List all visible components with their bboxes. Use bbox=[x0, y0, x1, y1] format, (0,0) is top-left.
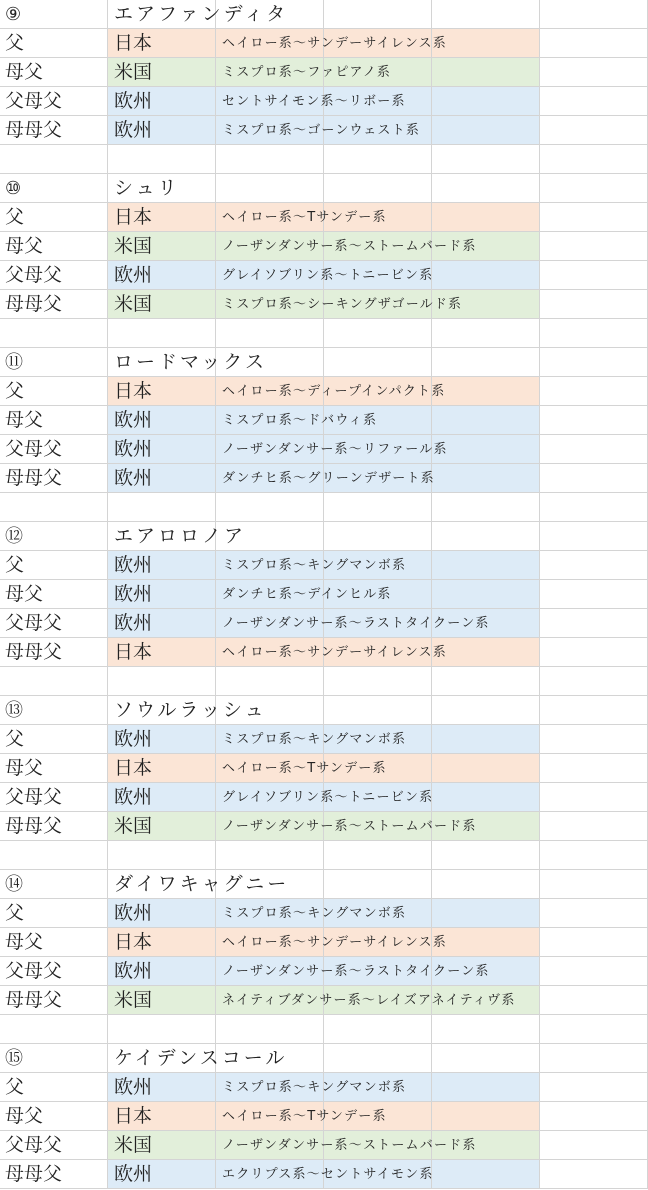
pedigree-row bbox=[0, 261, 648, 290]
sire-line-text: ヘイロー系〜サンデーサイレンス系 bbox=[222, 645, 447, 660]
sire-line-text: ノーザンダンサー系〜ストームバード系 bbox=[222, 239, 477, 254]
grid-cell[interactable] bbox=[324, 145, 432, 174]
grid-cell[interactable] bbox=[108, 667, 216, 696]
grid-cell[interactable] bbox=[540, 348, 648, 377]
region-cell[interactable]: 欧州 bbox=[108, 899, 216, 928]
pedigree-role-cell[interactable]: 父 bbox=[0, 377, 108, 406]
grid-cell[interactable] bbox=[432, 1102, 540, 1131]
grid-cell[interactable] bbox=[540, 319, 648, 348]
grid-cell[interactable] bbox=[108, 1015, 216, 1044]
grid-cell[interactable] bbox=[540, 232, 648, 261]
horse-name: ソウルラッシュ bbox=[114, 699, 267, 721]
grid-cell[interactable] bbox=[216, 174, 324, 203]
horse-name: ダイワキャグニー bbox=[114, 873, 290, 895]
sire-line-text: ミスプロ系〜キングマンボ系 bbox=[222, 558, 407, 573]
pedigree-role-cell[interactable]: 父 bbox=[0, 725, 108, 754]
pedigree-role-cell[interactable]: 母母父 bbox=[0, 1160, 108, 1189]
grid-cell[interactable] bbox=[432, 348, 540, 377]
grid-cell[interactable] bbox=[540, 145, 648, 174]
sire-line-text: ノーザンダンサー系〜リファール系 bbox=[222, 442, 448, 457]
grid-cell[interactable] bbox=[540, 377, 648, 406]
sire-line-text: ミスプロ系〜シーキングザゴールド系 bbox=[222, 297, 463, 312]
grid-cell[interactable] bbox=[324, 870, 432, 899]
blank-row bbox=[0, 319, 648, 348]
region-cell[interactable]: 欧州 bbox=[108, 1073, 216, 1102]
pedigree-row bbox=[0, 638, 648, 667]
horse-number-cell[interactable] bbox=[0, 0, 108, 29]
grid-cell[interactable] bbox=[432, 464, 540, 493]
grid-cell[interactable] bbox=[432, 0, 540, 29]
grid-cell[interactable] bbox=[324, 1015, 432, 1044]
grid-cell[interactable] bbox=[0, 667, 108, 696]
grid-cell[interactable] bbox=[324, 1044, 432, 1073]
grid-cell[interactable] bbox=[540, 29, 648, 58]
grid-cell[interactable] bbox=[432, 899, 540, 928]
grid-cell[interactable] bbox=[432, 1073, 540, 1102]
pedigree-row bbox=[0, 725, 648, 754]
grid-cell[interactable] bbox=[540, 609, 648, 638]
region-cell[interactable]: 欧州 bbox=[108, 783, 216, 812]
horse-number-cell[interactable] bbox=[0, 174, 108, 203]
grid-cell[interactable] bbox=[540, 1102, 648, 1131]
pedigree-role-cell[interactable]: 母父 bbox=[0, 232, 108, 261]
grid-cell[interactable] bbox=[324, 667, 432, 696]
pedigree-row bbox=[0, 406, 648, 435]
grid-cell[interactable] bbox=[324, 0, 432, 29]
sire-line-text: セントサイモン系〜リボー系 bbox=[222, 94, 406, 109]
grid-cell[interactable] bbox=[432, 783, 540, 812]
region-cell[interactable]: 日本 bbox=[108, 638, 216, 667]
pedigree-role-cell[interactable]: 母父 bbox=[0, 928, 108, 957]
pedigree-role-cell[interactable]: 父母父 bbox=[0, 87, 108, 116]
pedigree-row bbox=[0, 812, 648, 841]
grid-cell[interactable] bbox=[540, 1160, 648, 1189]
sire-line-text: ヘイロー系〜サンデーサイレンス系 bbox=[222, 36, 447, 51]
horse-number: ⑪ bbox=[5, 352, 23, 373]
grid-cell[interactable] bbox=[324, 696, 432, 725]
grid-cell[interactable] bbox=[540, 841, 648, 870]
grid-cell[interactable] bbox=[432, 29, 540, 58]
region-cell[interactable]: 欧州 bbox=[108, 261, 216, 290]
grid-cell[interactable] bbox=[432, 87, 540, 116]
grid-cell[interactable] bbox=[216, 145, 324, 174]
sire-line-text: ミスプロ系〜キングマンボ系 bbox=[222, 1080, 407, 1095]
grid-cell[interactable] bbox=[540, 174, 648, 203]
horse-header-row bbox=[0, 0, 648, 29]
horse-header-row bbox=[0, 348, 648, 377]
sire-line-text: ヘイロー系〜Tサンデー系 bbox=[222, 210, 387, 225]
grid-cell[interactable] bbox=[108, 319, 216, 348]
horse-header-row bbox=[0, 870, 648, 899]
grid-cell[interactable] bbox=[108, 841, 216, 870]
grid-cell[interactable] bbox=[540, 87, 648, 116]
pedigree-row bbox=[0, 1102, 648, 1131]
grid-cell[interactable] bbox=[540, 638, 648, 667]
pedigree-row bbox=[0, 377, 648, 406]
horse-number: ⑩ bbox=[5, 178, 22, 199]
region-cell[interactable]: 欧州 bbox=[108, 725, 216, 754]
grid-cell[interactable] bbox=[324, 522, 432, 551]
pedigree-role-cell[interactable]: 母父 bbox=[0, 406, 108, 435]
region-cell[interactable]: 米国 bbox=[108, 58, 216, 87]
blank-row bbox=[0, 841, 648, 870]
sire-line-text: ミスプロ系〜キングマンボ系 bbox=[222, 906, 407, 921]
grid-cell[interactable] bbox=[540, 1131, 648, 1160]
horse-number-cell[interactable] bbox=[0, 348, 108, 377]
region-cell[interactable]: 日本 bbox=[108, 928, 216, 957]
pedigree-role-cell[interactable]: 母母父 bbox=[0, 464, 108, 493]
sire-line-text: ヘイロー系〜ディープインパクト系 bbox=[222, 384, 446, 399]
region-cell[interactable]: 日本 bbox=[108, 377, 216, 406]
horse-name: エアファンディタ bbox=[114, 3, 289, 25]
grid-cell[interactable] bbox=[540, 203, 648, 232]
grid-cell[interactable] bbox=[324, 174, 432, 203]
grid-cell[interactable] bbox=[432, 203, 540, 232]
grid-cell[interactable] bbox=[540, 580, 648, 609]
sire-line-text: ノーザンダンサー系〜ストームバード系 bbox=[222, 819, 477, 834]
pedigree-role-cell[interactable]: 母父 bbox=[0, 580, 108, 609]
grid-cell[interactable] bbox=[540, 696, 648, 725]
grid-cell[interactable] bbox=[432, 725, 540, 754]
pedigree-role-cell[interactable]: 父母父 bbox=[0, 957, 108, 986]
region-cell[interactable]: 欧州 bbox=[108, 609, 216, 638]
pedigree-role-cell[interactable]: 母母父 bbox=[0, 638, 108, 667]
pedigree-row bbox=[0, 1073, 648, 1102]
sire-line-text: グレイソブリン系〜トニービン系 bbox=[222, 790, 434, 805]
grid-cell[interactable] bbox=[432, 145, 540, 174]
sire-line-text: ノーザンダンサー系〜ラストタイクーン系 bbox=[222, 964, 490, 979]
region-cell[interactable]: 欧州 bbox=[108, 435, 216, 464]
pedigree-role-cell[interactable]: 父母父 bbox=[0, 609, 108, 638]
grid-cell[interactable] bbox=[108, 493, 216, 522]
grid-cell[interactable] bbox=[540, 754, 648, 783]
pedigree-row bbox=[0, 551, 648, 580]
region-cell[interactable]: 日本 bbox=[108, 203, 216, 232]
horse-header-row bbox=[0, 696, 648, 725]
region-cell[interactable]: 米国 bbox=[108, 232, 216, 261]
grid-cell[interactable] bbox=[0, 1015, 108, 1044]
grid-cell[interactable] bbox=[540, 870, 648, 899]
pedigree-row bbox=[0, 899, 648, 928]
grid-cell[interactable] bbox=[540, 986, 648, 1015]
grid-cell[interactable] bbox=[0, 493, 108, 522]
grid-cell[interactable] bbox=[432, 754, 540, 783]
grid-cell[interactable] bbox=[540, 725, 648, 754]
sire-line-text: エクリプス系〜セントサイモン系 bbox=[222, 1167, 434, 1182]
blank-row bbox=[0, 1015, 648, 1044]
pedigree-row bbox=[0, 58, 648, 87]
grid-cell[interactable] bbox=[540, 435, 648, 464]
sire-line-text: ミスプロ系〜キングマンボ系 bbox=[222, 732, 407, 747]
pedigree-role-cell[interactable]: 母母父 bbox=[0, 116, 108, 145]
sire-line-text: ダンチヒ系〜デインヒル系 bbox=[222, 587, 392, 602]
pedigree-role-cell[interactable]: 父 bbox=[0, 551, 108, 580]
region-cell[interactable]: 米国 bbox=[108, 290, 216, 319]
sire-line-text: ダンチヒ系〜グリーンデザート系 bbox=[222, 471, 435, 486]
pedigree-role-cell[interactable]: 父母父 bbox=[0, 1131, 108, 1160]
grid-cell[interactable] bbox=[540, 667, 648, 696]
grid-cell[interactable] bbox=[540, 522, 648, 551]
grid-cell[interactable] bbox=[216, 841, 324, 870]
horse-number-cell[interactable] bbox=[0, 870, 108, 899]
pedigree-row bbox=[0, 464, 648, 493]
region-cell[interactable]: 欧州 bbox=[108, 1160, 216, 1189]
grid-cell[interactable] bbox=[540, 406, 648, 435]
pedigree-row bbox=[0, 609, 648, 638]
region-cell[interactable]: 欧州 bbox=[108, 957, 216, 986]
region-cell[interactable]: 日本 bbox=[108, 754, 216, 783]
grid-cell[interactable] bbox=[540, 957, 648, 986]
grid-cell[interactable] bbox=[432, 319, 540, 348]
pedigree-role-cell[interactable]: 母母父 bbox=[0, 290, 108, 319]
region-cell[interactable]: 欧州 bbox=[108, 87, 216, 116]
grid-cell[interactable] bbox=[432, 638, 540, 667]
region-cell[interactable]: 日本 bbox=[108, 29, 216, 58]
grid-cell[interactable] bbox=[432, 261, 540, 290]
pedigree-role-cell[interactable]: 母母父 bbox=[0, 986, 108, 1015]
grid-cell[interactable] bbox=[432, 870, 540, 899]
region-cell[interactable]: 欧州 bbox=[108, 551, 216, 580]
grid-cell[interactable] bbox=[432, 667, 540, 696]
pedigree-row bbox=[0, 87, 648, 116]
region-cell[interactable]: 米国 bbox=[108, 986, 216, 1015]
region-cell[interactable]: 欧州 bbox=[108, 580, 216, 609]
pedigree-role-cell[interactable]: 父母父 bbox=[0, 783, 108, 812]
grid-cell[interactable] bbox=[324, 841, 432, 870]
horse-number: ⑬ bbox=[5, 700, 23, 721]
grid-cell[interactable] bbox=[540, 1073, 648, 1102]
horse-number-cell[interactable] bbox=[0, 1044, 108, 1073]
region-cell[interactable]: 欧州 bbox=[108, 116, 216, 145]
sire-line-text: ミスプロ系〜ドバウィ系 bbox=[222, 413, 378, 428]
grid-cell[interactable] bbox=[216, 493, 324, 522]
grid-cell[interactable] bbox=[540, 928, 648, 957]
pedigree-row bbox=[0, 754, 648, 783]
grid-cell[interactable] bbox=[540, 899, 648, 928]
pedigree-row bbox=[0, 203, 648, 232]
grid-cell[interactable] bbox=[432, 928, 540, 957]
horse-number: ⑮ bbox=[5, 1048, 23, 1069]
grid-cell[interactable] bbox=[540, 0, 648, 29]
grid-cell[interactable] bbox=[540, 290, 648, 319]
sire-line-text: ヘイロー系〜Tサンデー系 bbox=[222, 1109, 387, 1124]
sire-line-text: グレイソブリン系〜トニービン系 bbox=[222, 268, 434, 283]
pedigree-row bbox=[0, 957, 648, 986]
grid-cell[interactable] bbox=[540, 783, 648, 812]
grid-cell[interactable] bbox=[432, 696, 540, 725]
region-cell[interactable]: 米国 bbox=[108, 1131, 216, 1160]
pedigree-row bbox=[0, 986, 648, 1015]
pedigree-role-cell[interactable]: 母父 bbox=[0, 754, 108, 783]
blank-row bbox=[0, 493, 648, 522]
grid-cell[interactable] bbox=[324, 348, 432, 377]
pedigree-role-cell[interactable]: 父 bbox=[0, 29, 108, 58]
grid-cell[interactable] bbox=[108, 145, 216, 174]
horse-header-row bbox=[0, 174, 648, 203]
pedigree-row bbox=[0, 116, 648, 145]
sire-line-text: ネイティブダンサー系〜レイズアネイティヴ系 bbox=[222, 993, 516, 1008]
grid-cell[interactable] bbox=[216, 1015, 324, 1044]
grid-cell[interactable] bbox=[432, 522, 540, 551]
grid-cell[interactable] bbox=[432, 1044, 540, 1073]
pedigree-row bbox=[0, 290, 648, 319]
grid-cell[interactable] bbox=[432, 1160, 540, 1189]
sire-line-text: ヘイロー系〜サンデーサイレンス系 bbox=[222, 935, 447, 950]
pedigree-role-cell[interactable]: 父母父 bbox=[0, 435, 108, 464]
horse-number-cell[interactable] bbox=[0, 522, 108, 551]
horse-name: エアロロノア bbox=[114, 525, 247, 547]
pedigree-row bbox=[0, 435, 648, 464]
pedigree-role-cell[interactable]: 父 bbox=[0, 203, 108, 232]
grid-cell[interactable] bbox=[540, 1015, 648, 1044]
pedigree-role-cell[interactable]: 父 bbox=[0, 1073, 108, 1102]
horse-name: シュリ bbox=[114, 177, 180, 199]
grid-cell[interactable] bbox=[0, 841, 108, 870]
sire-line-text: ヘイロー系〜Tサンデー系 bbox=[222, 761, 387, 776]
grid-cell[interactable] bbox=[432, 116, 540, 145]
blank-row bbox=[0, 145, 648, 174]
region-cell[interactable]: 米国 bbox=[108, 812, 216, 841]
sire-line-text: ノーザンダンサー系〜ラストタイクーン系 bbox=[222, 616, 490, 631]
grid-cell[interactable] bbox=[540, 551, 648, 580]
pedigree-role-cell[interactable]: 父 bbox=[0, 899, 108, 928]
grid-cell[interactable] bbox=[216, 319, 324, 348]
pedigree-role-cell[interactable]: 母父 bbox=[0, 1102, 108, 1131]
grid-cell[interactable] bbox=[0, 145, 108, 174]
grid-cell[interactable] bbox=[432, 551, 540, 580]
region-cell[interactable]: 欧州 bbox=[108, 464, 216, 493]
horse-number: ⑫ bbox=[5, 526, 23, 547]
pedigree-role-cell[interactable]: 父母父 bbox=[0, 261, 108, 290]
grid-cell[interactable] bbox=[324, 493, 432, 522]
sire-line-text: ノーザンダンサー系〜ストームバード系 bbox=[222, 1138, 477, 1153]
horse-header-row bbox=[0, 522, 648, 551]
pedigree-row bbox=[0, 580, 648, 609]
grid-cell[interactable] bbox=[540, 261, 648, 290]
grid-cell[interactable] bbox=[540, 812, 648, 841]
grid-cell[interactable] bbox=[432, 841, 540, 870]
grid-cell[interactable] bbox=[432, 377, 540, 406]
grid-cell[interactable] bbox=[432, 435, 540, 464]
horse-number-cell[interactable] bbox=[0, 696, 108, 725]
horse-header-row bbox=[0, 1044, 648, 1073]
blank-row bbox=[0, 667, 648, 696]
pedigree-row bbox=[0, 29, 648, 58]
grid-cell[interactable] bbox=[216, 667, 324, 696]
pedigree-row bbox=[0, 928, 648, 957]
grid-cell[interactable] bbox=[540, 464, 648, 493]
grid-cell[interactable] bbox=[324, 319, 432, 348]
horse-number: ⑨ bbox=[5, 4, 22, 25]
pedigree-row bbox=[0, 783, 648, 812]
grid-cell[interactable] bbox=[540, 493, 648, 522]
sire-line-text: ミスプロ系〜ゴーンウェスト系 bbox=[222, 123, 421, 138]
grid-cell[interactable] bbox=[432, 58, 540, 87]
grid-cell[interactable] bbox=[0, 319, 108, 348]
grid-cell[interactable] bbox=[432, 580, 540, 609]
region-cell[interactable]: 日本 bbox=[108, 1102, 216, 1131]
sire-line-text: ミスプロ系〜ファピアノ系 bbox=[222, 65, 392, 80]
grid-cell[interactable] bbox=[432, 493, 540, 522]
pedigree-row bbox=[0, 232, 648, 261]
pedigree-row bbox=[0, 1131, 648, 1160]
region-cell[interactable]: 欧州 bbox=[108, 406, 216, 435]
grid-cell[interactable] bbox=[540, 116, 648, 145]
horse-number: ⑭ bbox=[5, 874, 23, 895]
grid-cell[interactable] bbox=[432, 406, 540, 435]
grid-cell[interactable] bbox=[432, 174, 540, 203]
horse-name: ロードマックス bbox=[114, 351, 268, 373]
pedigree-role-cell[interactable]: 母母父 bbox=[0, 812, 108, 841]
horse-name: ケイデンスコール bbox=[114, 1047, 288, 1069]
grid-cell[interactable] bbox=[432, 1015, 540, 1044]
grid-cell[interactable] bbox=[540, 1044, 648, 1073]
grid-cell[interactable] bbox=[540, 58, 648, 87]
pedigree-role-cell[interactable]: 母父 bbox=[0, 58, 108, 87]
pedigree-row bbox=[0, 1160, 648, 1189]
